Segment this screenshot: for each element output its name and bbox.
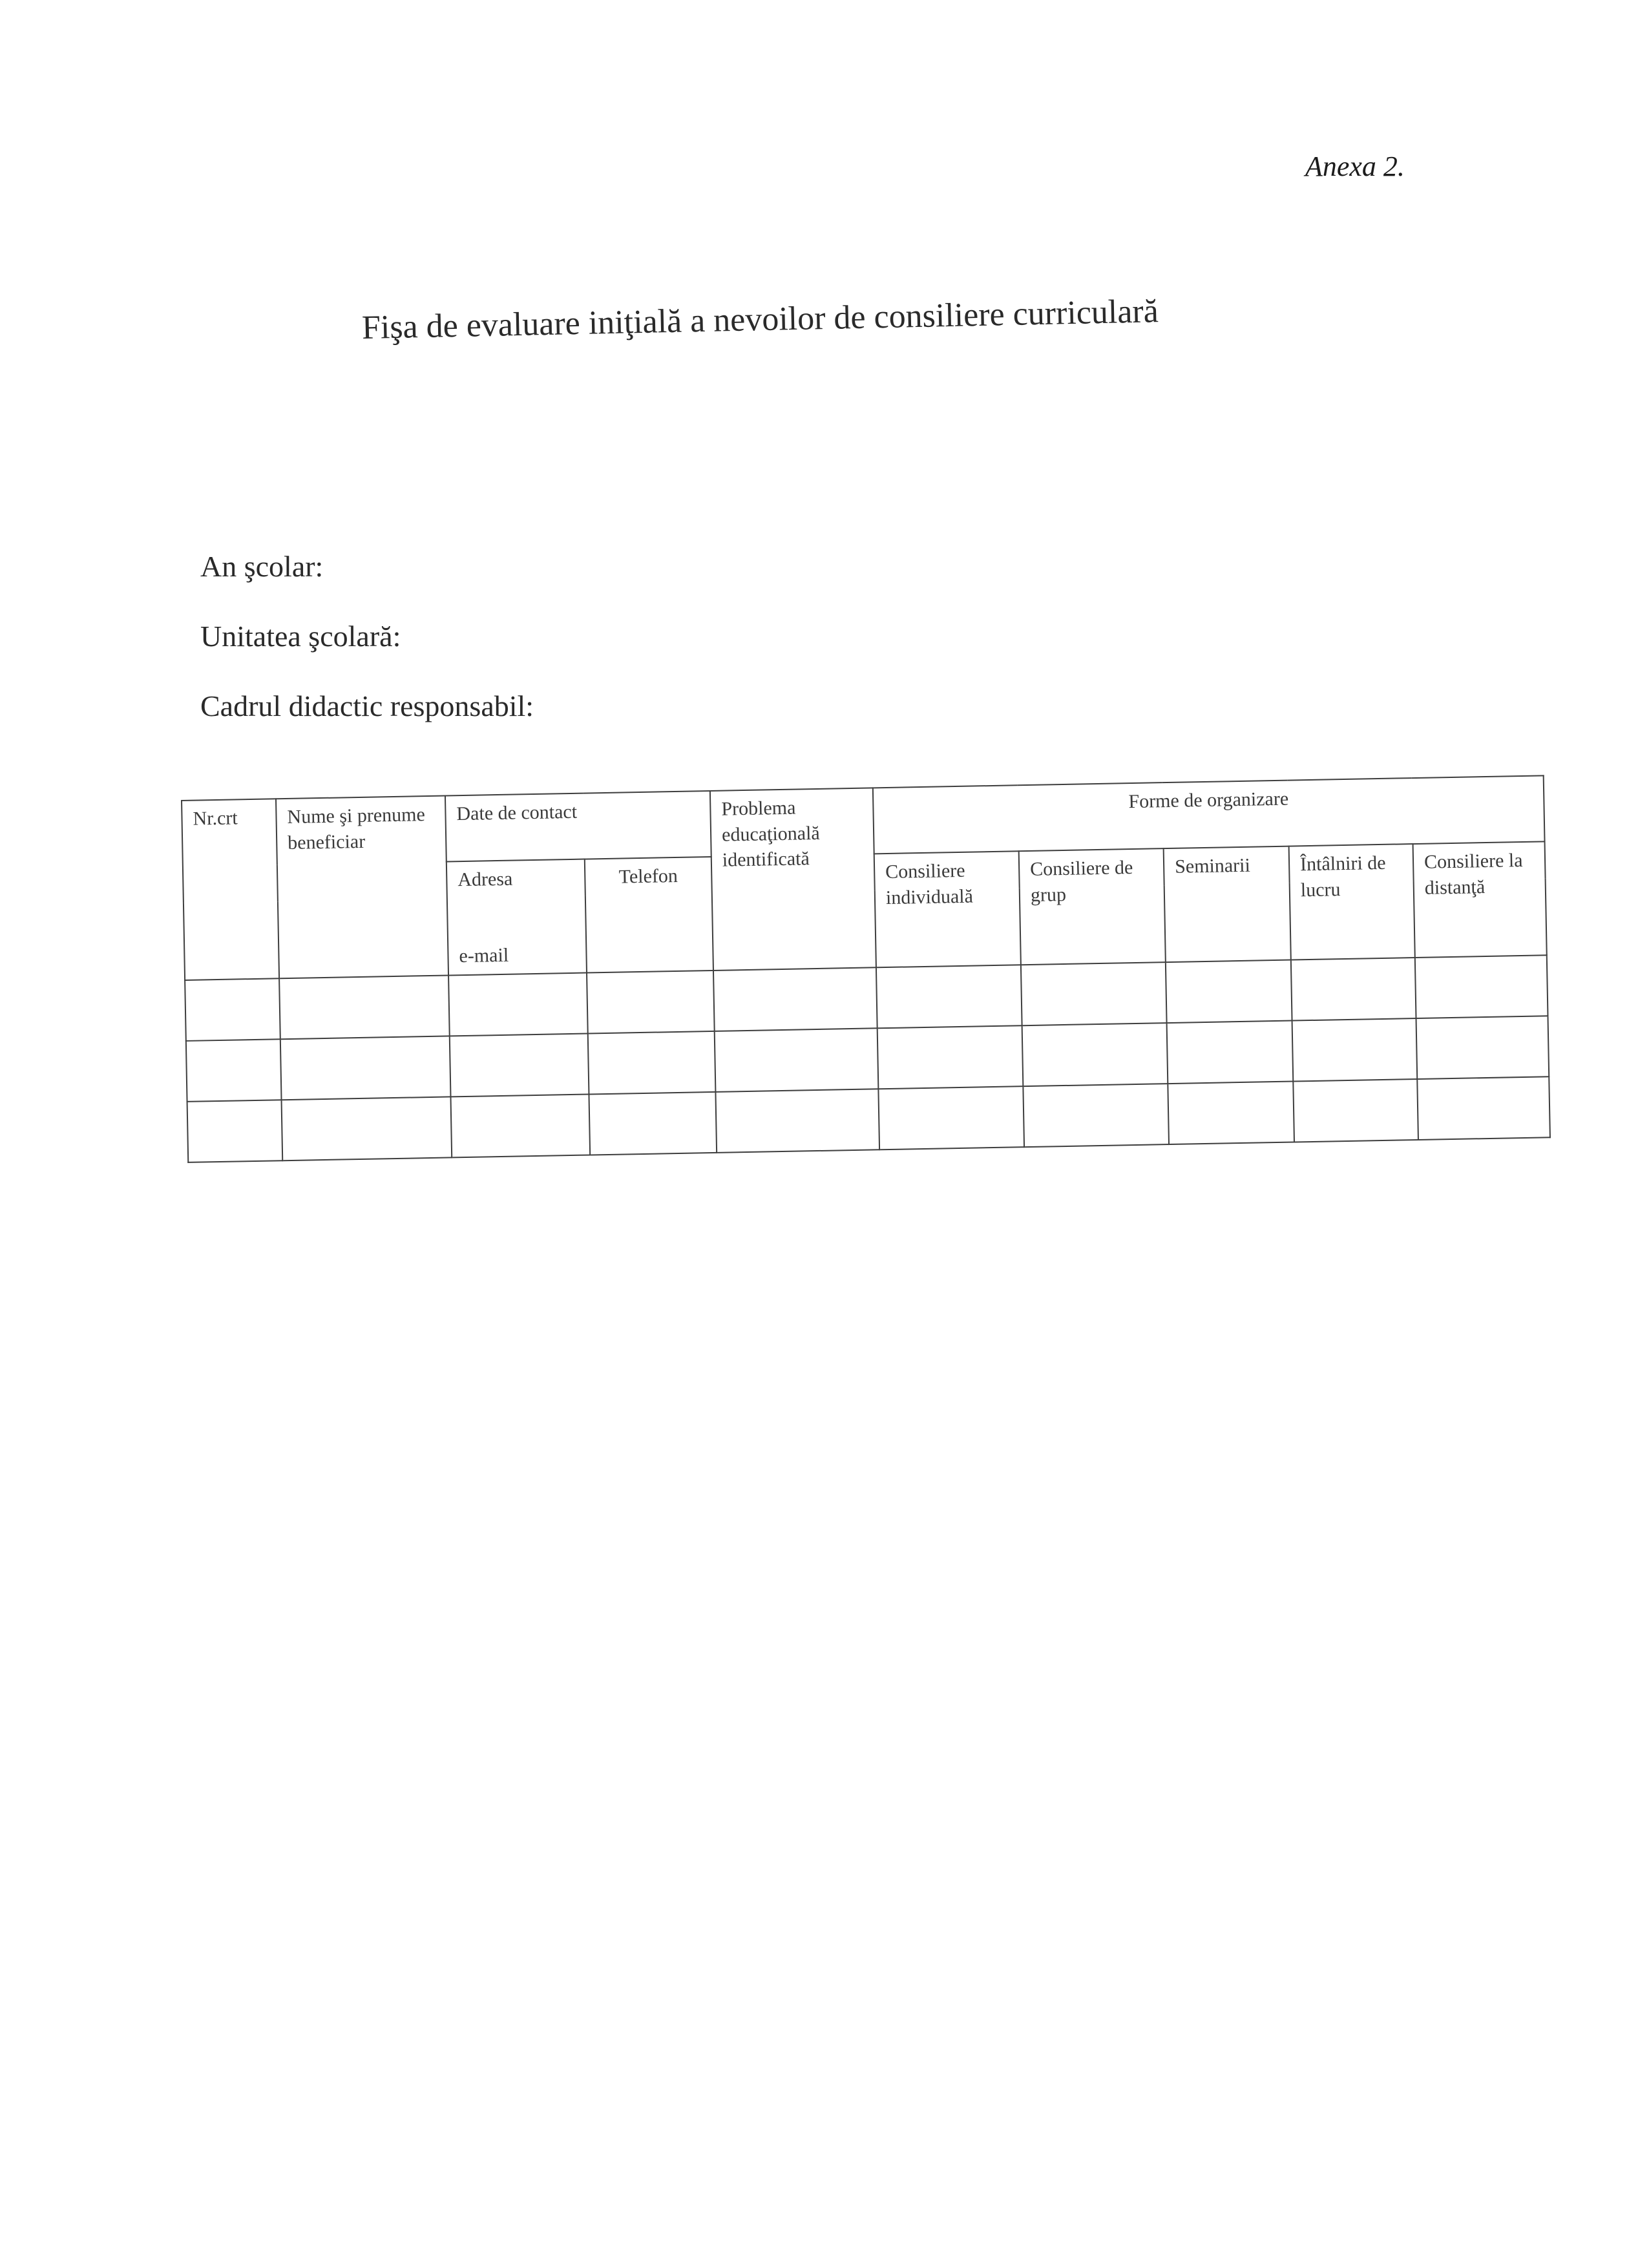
annex-label: Anexa 2. <box>1305 151 1405 182</box>
cell-intalniri[interactable] <box>1293 1079 1418 1142</box>
cell-intalniri[interactable] <box>1291 958 1416 1021</box>
header-telefon: Telefon <box>585 857 713 972</box>
cell-nr-crt[interactable] <box>186 1039 282 1102</box>
cell-individuala[interactable] <box>876 965 1022 1028</box>
header-fields <box>200 549 534 759</box>
cell-intalniri[interactable] <box>1292 1018 1418 1082</box>
cell-grup[interactable] <box>1023 1084 1169 1147</box>
cell-distanta[interactable] <box>1417 1076 1550 1140</box>
cell-grup[interactable] <box>1022 1023 1168 1086</box>
school-year-label: An şcolar: <box>200 550 324 583</box>
page-title: Fişa de evaluare iniţială a nevoilor de consiliere curriculară <box>361 293 1159 346</box>
teacher-label: Cadrul didactic responsabil: <box>200 689 534 722</box>
cell-adresa[interactable] <box>450 1094 590 1157</box>
cell-grup[interactable] <box>1021 962 1167 1025</box>
evaluation-table-wrapper <box>181 775 1551 1162</box>
header-date-contact: Date de contact <box>445 791 711 861</box>
cell-individuala[interactable] <box>878 1086 1024 1150</box>
cell-seminarii[interactable] <box>1168 1081 1294 1144</box>
cell-problema[interactable] <box>713 967 877 1031</box>
header-nr-crt: Nr.crt <box>182 799 279 980</box>
header-seminarii: Seminarii <box>1164 846 1291 962</box>
cell-nume[interactable] <box>282 1097 452 1160</box>
cell-telefon[interactable] <box>587 971 715 1034</box>
cell-seminarii[interactable] <box>1166 960 1292 1023</box>
cell-distanta[interactable] <box>1415 955 1548 1018</box>
header-nume: Nume şi prenume beneficiar <box>276 796 448 978</box>
header-consiliere-distanta: Consiliere la distanţă <box>1413 841 1547 957</box>
cell-nume[interactable] <box>279 975 450 1039</box>
cell-adresa[interactable] <box>450 1033 589 1097</box>
cell-problema[interactable] <box>715 1028 879 1092</box>
header-consiliere-grup: Consiliere de grup <box>1019 848 1166 965</box>
cell-problema[interactable] <box>715 1089 879 1153</box>
cell-nr-crt[interactable] <box>185 978 280 1041</box>
cell-nr-crt[interactable] <box>187 1100 283 1162</box>
school-unit-label: Unitatea şcolară: <box>200 620 401 653</box>
cell-nume[interactable] <box>280 1036 451 1100</box>
cell-individuala[interactable] <box>877 1025 1024 1089</box>
cell-telefon[interactable] <box>588 1031 716 1095</box>
header-problema: Problema educaţională identificată <box>710 788 876 970</box>
cell-seminarii[interactable] <box>1167 1020 1294 1084</box>
cell-adresa[interactable] <box>448 972 588 1036</box>
header-email: e-mail <box>447 896 587 975</box>
header-adresa: Adresa <box>446 859 585 899</box>
evaluation-table <box>181 775 1551 1162</box>
cell-distanta[interactable] <box>1416 1016 1549 1079</box>
header-consiliere-individuala: Consiliere individuală <box>874 851 1021 967</box>
header-intalniri: Întâlniri de lucru <box>1289 844 1415 960</box>
header-forme-organizare: Forme de organizare <box>873 775 1545 854</box>
cell-telefon[interactable] <box>589 1092 717 1155</box>
